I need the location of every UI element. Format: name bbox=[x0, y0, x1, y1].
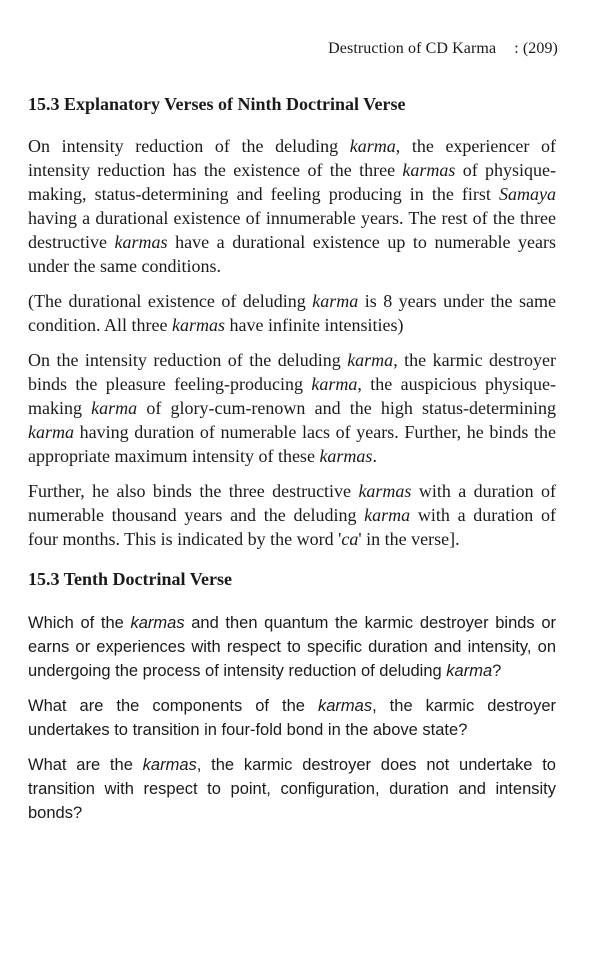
paragraph: (The durational existence of deluding karma is 8 years under the same condition. All three karmas have infinite intensities) bbox=[28, 291, 556, 335]
page-number: : (209) bbox=[514, 40, 558, 57]
paragraph: On the intensity reduction of the deluding karma, the karmic destroyer binds the pleasure feeling-producing karma, the auspicious physique-making karma of glory-cum-renown and the high status-determining karma having duration of numerable lacs of years. Further, he binds the appropriate maximum intensity of these karmas. bbox=[28, 350, 557, 466]
section-tenth-verse bbox=[28, 567, 556, 825]
paragraph: On intensity reduction of the deluding karma, the experiencer of intensity reduction has the existence of the three karmas of physique-making, status-determining and feeling producing in the first Samaya having a durational existence of innumerable years. The rest of the three destructive karmas have a durational existence up to numerable years under the same conditions. bbox=[28, 136, 556, 276]
section-heading: 15.3 Explanatory Verses of Ninth Doctrinal Verse bbox=[28, 94, 406, 114]
paragraph: Which of the karmas and then quantum the karmic destroyer binds or earns or experiences with respect to specific duration and intensity, on undergoing the process of intensity reduction of deluding karma? bbox=[28, 614, 556, 680]
page-body bbox=[28, 92, 556, 825]
running-header bbox=[328, 40, 558, 58]
paragraph: What are the karmas, the karmic destroyer does not undertake to transition with respect to point, configuration, duration and intensity bonds? bbox=[28, 756, 556, 822]
section-ninth-verse-explanation bbox=[28, 92, 556, 551]
paragraph: What are the components of the karmas, the karmic destroyer undertakes to transition in four-fold bond in the above state? bbox=[28, 697, 557, 739]
running-title: Destruction of CD Karma bbox=[328, 40, 497, 57]
section-heading: 15.3 Tenth Doctrinal Verse bbox=[28, 569, 233, 589]
paragraph: Further, he also binds the three destructive karmas with a duration of numerable thousand years and the deluding karma with a duration of four months. This is indicated by the word 'ca' in the verse]. bbox=[28, 481, 556, 549]
